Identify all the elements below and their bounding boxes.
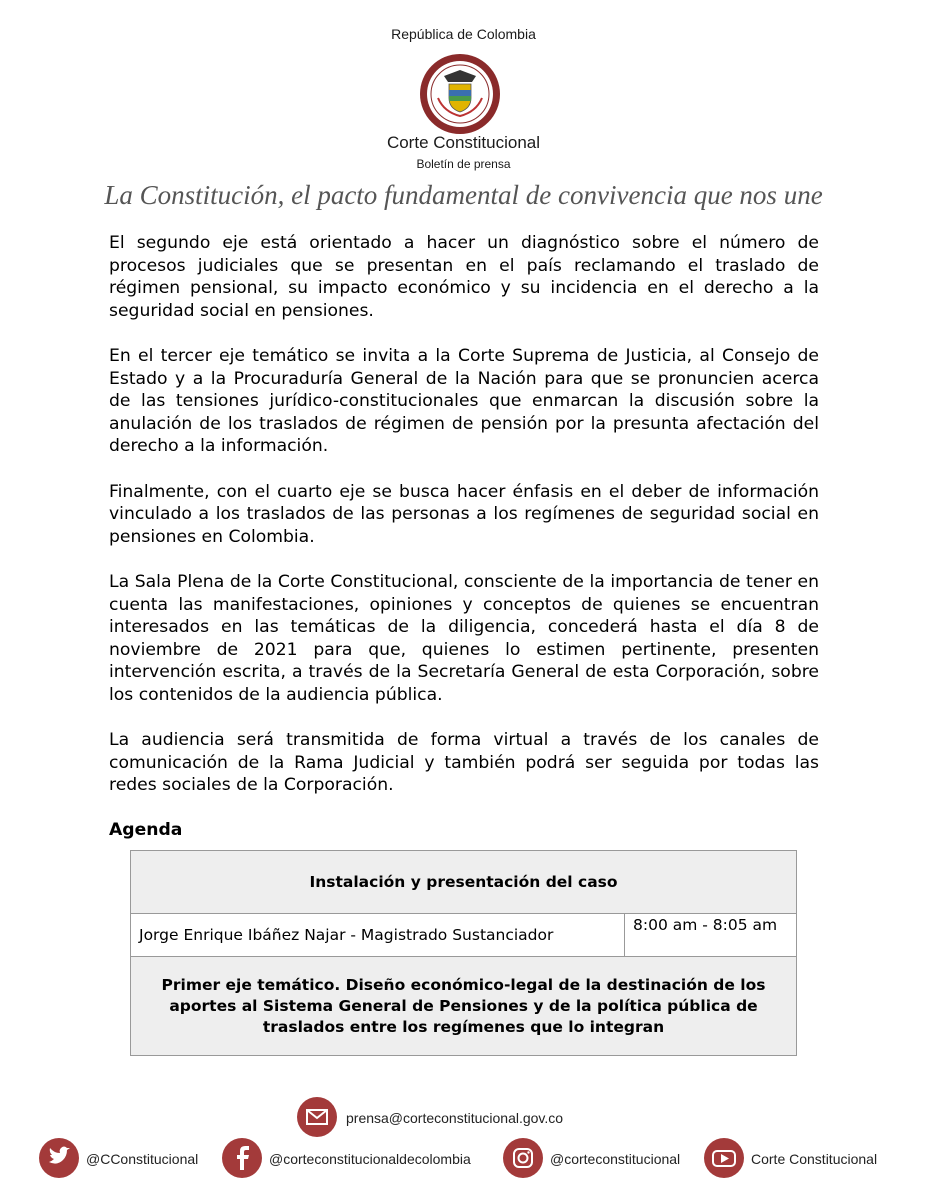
paragraph: Finalmente, con el cuarto eje se busca hacer énfasis en el deber de información vinculado a los traslados de las personas a los regímenes de seguridad social en pensiones en Colombia. — [109, 481, 819, 547]
court-seal-logo — [416, 52, 504, 136]
footer-youtube-link[interactable]: Corte Constitucional — [751, 1151, 878, 1167]
header-motto: La Constitución, el pacto fundamental de convivencia que nos une — [104, 180, 823, 210]
footer-instagram-link[interactable]: @corteconstitucional — [550, 1151, 681, 1167]
twitter-icon[interactable] — [39, 1138, 79, 1178]
paragraph: La Sala Plena de la Corte Constitucional, consciente de la importancia de tener en cuenta las manifestaciones, opiniones y conceptos de quienes se encuentran interesados en las temáticas de la diligencia, concederá hasta el día 8 de noviembre de 2021 para que, quienes lo estimen pertinente, presenten intervención escrita, a través de la Secretaría General de esta Corporación, sobre los contenidos de la audiencia pública. — [109, 572, 819, 705]
email-icon[interactable] — [297, 1097, 337, 1137]
agenda-time: 8:00 am - 8:05 am — [625, 914, 797, 957]
facebook-icon[interactable] — [222, 1138, 262, 1178]
youtube-icon[interactable] — [704, 1138, 744, 1178]
agenda-section-first-axis: Primer eje temático. Diseño económico-legal de la destinación de los aportes al Sistema General de Pensiones y de la política pública de traslados entre los regímenes que lo integran — [131, 957, 797, 1056]
paragraph: El segundo eje está orientado a hacer un diagnóstico sobre el número de procesos judiciales que se presentan en el país reclamando el traslado de régimen pensional, su impacto económico y su incidencia en el derecho a la seguridad social en pensiones. — [109, 233, 819, 321]
agenda-heading: Agenda — [109, 819, 183, 840]
footer-facebook-link[interactable]: @corteconstitucionaldecolombia — [269, 1151, 471, 1167]
press-body — [109, 232, 819, 840]
footer-email-link[interactable]: prensa@corteconstitucional.gov.co — [346, 1110, 564, 1126]
paragraph: La audiencia será transmitida de forma virtual a través de los canales de comunicación de la Rama Judicial y también podrá ser seguida por todas las redes sociales de la Corporación. — [109, 730, 819, 795]
header-court-name: Corte Constitucional — [386, 133, 541, 152]
header-republic: República de Colombia — [391, 26, 536, 42]
agenda-table — [130, 850, 797, 1056]
instagram-icon[interactable] — [503, 1138, 543, 1178]
agenda-section-installation: Instalación y presentación del caso — [131, 851, 797, 914]
paragraph: En el tercer eje temático se invita a la Corte Suprema de Justicia, al Consejo de Estado y a la Procuraduría General de la Nación para que se pronuncien acerca de las tensiones jurídico-constitucionales que enmarcan la discusión sobre la anulación de los traslados de régimen de pensión por la presunta afectación del derecho a la información. — [109, 346, 819, 456]
header-bulletin: Boletín de prensa — [416, 157, 511, 171]
agenda-speaker: Jorge Enrique Ibáñez Najar - Magistrado Sustanciador — [131, 914, 625, 957]
footer-twitter-link[interactable]: @CConstitucional — [86, 1151, 199, 1167]
